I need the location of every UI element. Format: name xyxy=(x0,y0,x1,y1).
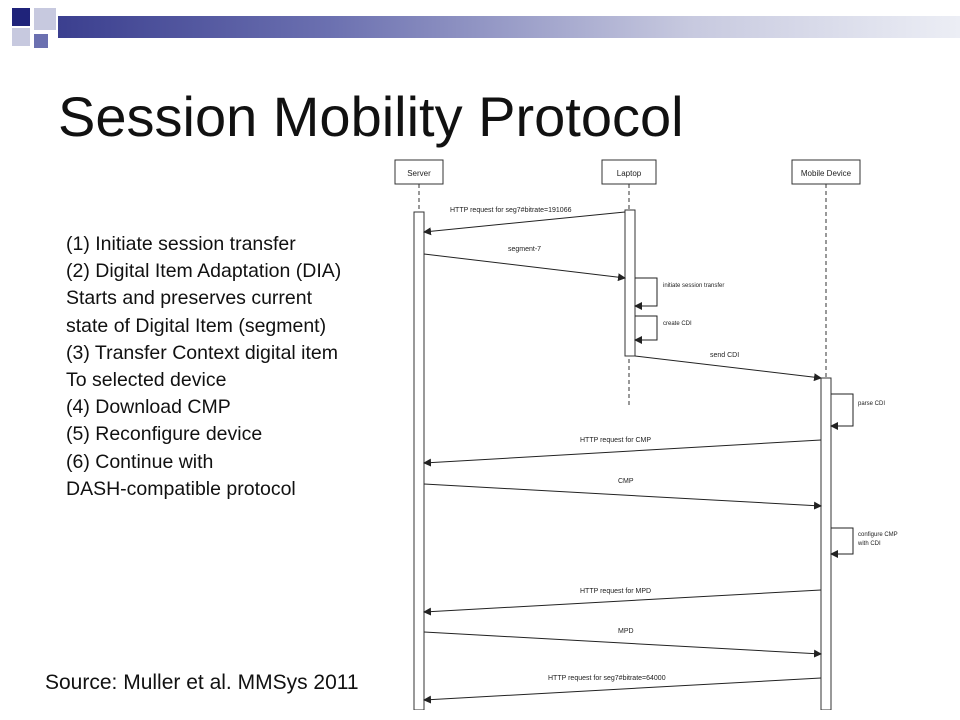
self-message-arrow xyxy=(635,316,657,340)
step-line: (5) Reconfigure device xyxy=(66,423,263,446)
step-line: (1) Initiate session transfer xyxy=(66,233,296,255)
activation-mobile xyxy=(821,378,831,710)
self-message-arrow xyxy=(831,528,853,554)
source-citation: Source: Muller et al. MMSys 2011 xyxy=(45,671,359,694)
self-message-label: parse CDI xyxy=(858,401,886,407)
message-arrow xyxy=(424,484,821,506)
self-message-label: with CDI xyxy=(858,541,881,547)
step-line: Starts and preserves current xyxy=(66,287,313,310)
step-line: To selected device xyxy=(66,369,227,392)
self-message-arrow xyxy=(831,394,853,426)
self-message-label: create CDI xyxy=(663,321,692,327)
step-line: (4) Download CMP xyxy=(66,396,231,419)
step-line: DASH-compatible protocol xyxy=(66,477,296,500)
corner-square-dark xyxy=(12,8,30,26)
title-bar-decoration xyxy=(58,16,960,38)
step-line: (3) Transfer Context digital item xyxy=(66,341,339,364)
step-line: (6) Continue with xyxy=(66,450,214,473)
activation-server xyxy=(414,212,424,710)
slide-title: Session Mobility Protocol xyxy=(58,85,684,148)
message-label: HTTP request for seg7#bitrate=64000 xyxy=(548,675,666,682)
corner-square-light xyxy=(12,28,30,46)
corner-square-mid xyxy=(34,34,48,48)
message-label: CMP xyxy=(618,478,634,485)
message-label: HTTP request for MPD xyxy=(580,588,652,595)
message-arrow xyxy=(635,356,821,378)
participant-mobile-label: Mobile Device xyxy=(800,169,852,178)
corner-square-light xyxy=(34,8,56,30)
message-label: HTTP request for seg7#bitrate=191066 xyxy=(450,207,572,214)
participant-laptop-label: Laptop xyxy=(616,169,642,178)
sequence-diagram xyxy=(380,150,900,710)
message-arrow xyxy=(424,254,625,278)
self-message-label: initiate session transfer xyxy=(663,283,725,289)
step-line: (2) Digital Item Adaptation (DIA) xyxy=(66,260,342,283)
message-label: send CDI xyxy=(710,352,740,359)
participant-server-label: Server xyxy=(407,169,431,178)
self-message-arrow xyxy=(635,278,657,306)
message-label: segment-7 xyxy=(508,246,542,253)
message-label: MPD xyxy=(618,628,634,635)
message-label: HTTP request for CMP xyxy=(580,437,652,444)
message-arrow xyxy=(424,212,625,232)
message-arrow xyxy=(424,632,821,654)
step-line: state of Digital Item (segment) xyxy=(66,314,327,337)
step-list xyxy=(66,231,341,503)
self-message-label: configure CMP xyxy=(858,532,898,538)
activation-laptop xyxy=(625,210,635,356)
